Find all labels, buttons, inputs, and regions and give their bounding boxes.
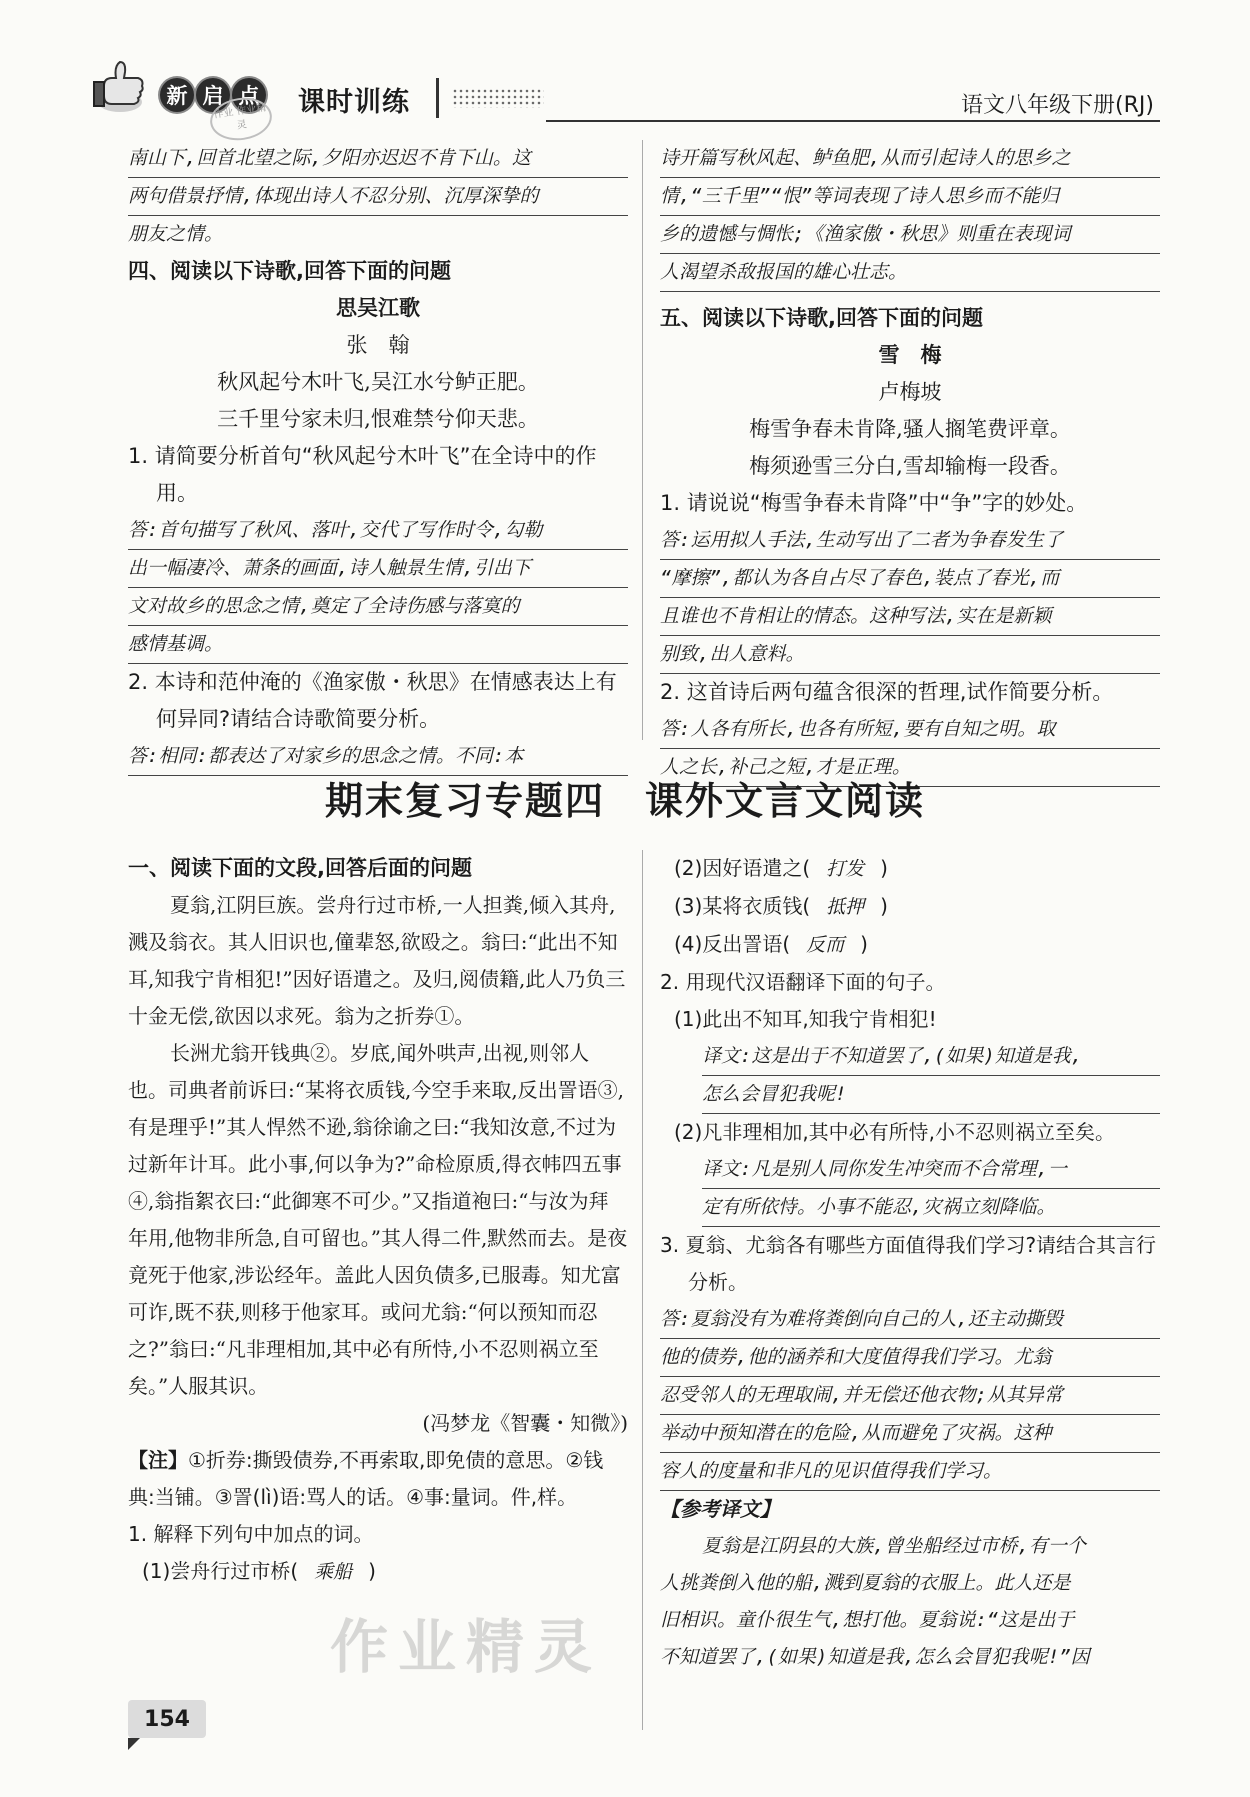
header-rule <box>546 120 1160 122</box>
reference-label: 【参考译文】 <box>660 1497 780 1521</box>
column-divider <box>642 850 643 1730</box>
answer-line: 定有所依恃。小事不能忍,灾祸立刻降临。 <box>702 1189 1160 1227</box>
answer-line: 答:运用拟人手法,生动写出了二者为争春发生了 <box>660 522 1160 560</box>
header-divider <box>436 78 439 118</box>
answer-line: 答:人各有所长,也各有所短,要有自知之明。取 <box>660 711 1160 749</box>
sub-question-text: (1)尝舟行过市桥( <box>142 1559 299 1583</box>
answer-line: 诗开篇写秋风起、鲈鱼肥,从而引起诗人的思乡之 <box>660 140 1160 178</box>
answer-line: 出一幅凄冷、萧条的画面,诗人触景生情,引出下 <box>128 550 628 588</box>
sub-question <box>660 926 1160 964</box>
poem-line: 秋风起兮木叶飞,吴江水兮鲈正肥。 <box>217 370 539 394</box>
answer-line: 举动中预知潜在的危险,从而避免了灾祸。这种 <box>660 1415 1160 1453</box>
answer-line: 朋友之情。 <box>128 223 224 245</box>
answer-line: 答:首句描写了秋风、落叶,交代了写作时令,勾勒 <box>128 512 628 550</box>
sub-question-text: (3)某将衣质钱( <box>674 894 811 918</box>
answer-line: 人渴望杀敌报国的雄心壮志。 <box>660 254 1160 292</box>
column-divider <box>642 140 643 740</box>
section-title: 四、阅读以下诗歌,回答下面的问题 <box>128 259 451 283</box>
right-top-column <box>660 140 1160 787</box>
sub-answer: 抵押 <box>826 896 865 918</box>
poem-line: 梅须逊雪三分白,雪却输梅一段香。 <box>749 454 1071 478</box>
answer-line: 人之长,补己之短,才是正理。 <box>660 749 1160 787</box>
sub-question-text: (4)反出詈语( <box>674 932 791 956</box>
answer-line: 容人的度量和非凡的见识值得我们学习。 <box>660 1453 1160 1491</box>
sub-answer: 乘船 <box>314 1561 353 1583</box>
sub-question: (2)凡非理相加,其中必有所恃,小不忍则祸立至矣。 <box>674 1120 1116 1144</box>
answer-line: 乡的遗憾与惆怅;《渔家傲・秋思》则重在表现词 <box>660 216 1160 254</box>
question: 2. 本诗和范仲淹的《渔家傲・秋思》在情感表达上有何异同?请结合诗歌简要分析。 <box>128 670 617 731</box>
poem-title: 思吴江歌 <box>336 296 420 320</box>
reference-line: 不知道罢了,(如果)知道是我,怎么会冒犯我呢!”因 <box>660 1646 1090 1668</box>
dot-pattern <box>452 88 544 108</box>
page-number: 154 <box>128 1700 206 1738</box>
poem-author: 张 翰 <box>346 333 410 357</box>
answer-line: 别致,出人意料。 <box>660 636 1160 674</box>
page-header <box>90 48 1160 132</box>
question: 1. 请说说“梅雪争春未肯降”中“争”字的妙处。 <box>660 491 1088 515</box>
chapter-title: 期末复习专题四 课外文言文阅读 <box>324 779 925 823</box>
sub-question <box>128 1553 628 1591</box>
answer-line: 忍受邻人的无理取闹,并无偿还他衣物;从其异常 <box>660 1377 1160 1415</box>
thumbs-up-icon <box>90 56 152 116</box>
footnotes <box>128 1442 628 1516</box>
answer-line: 答:夏翁没有为难将粪倒向自己的人,还主动撕毁 <box>660 1301 1160 1339</box>
sub-question: (1)此出不知耳,知我宁肯相犯! <box>674 1007 937 1031</box>
reference-line: 夏翁是江阴县的大族,曾坐船经过市桥,有一个 <box>702 1535 1086 1557</box>
section-title: 五、阅读以下诗歌,回答下面的问题 <box>660 306 983 330</box>
passage-paragraph: 夏翁,江阴巨族。尝舟行过市桥,一人担粪,倾入其舟,溅及翁衣。其人旧识也,僮辈怒,欲殴之。翁曰:“此出不知耳,知我宁肯相犯!”因好语遣之。及归,阅债籍,此人乃负三十金无偿,欲因以求死。翁为之折券①。 <box>128 893 626 1028</box>
watermark: 作业精灵 <box>330 1613 603 1681</box>
reference-line: 人挑粪倒入他的船,溅到夏翁的衣服上。此人还是 <box>660 1572 1071 1594</box>
poem-line: 三千里兮家未归,恨难禁兮仰天悲。 <box>217 407 539 431</box>
sub-answer: 打发 <box>826 858 865 880</box>
answer-line: 文对故乡的思念之情,奠定了全诗伤感与落寞的 <box>128 588 628 626</box>
book-title: 语文八年级下册(RJ) <box>961 93 1154 118</box>
sub-question <box>660 850 1160 888</box>
question: 2. 这首诗后两句蕴含很深的哲理,试作简要分析。 <box>660 680 1114 704</box>
poem-title: 雪 梅 <box>878 343 942 367</box>
left-top-column <box>128 140 628 776</box>
answer-line: “摩擦”,都认为各自占尽了春色,装点了春光,而 <box>660 560 1160 598</box>
paren-close: ) <box>860 932 868 956</box>
brand-char: 启 <box>196 78 230 112</box>
page-corner-mark <box>128 1738 140 1750</box>
watermark-stamp: 作业 作业精灵 <box>207 94 274 144</box>
sub-question <box>660 888 1160 926</box>
sub-question-text: (2)因好语遣之( <box>674 856 811 880</box>
answer-line: 两句借景抒情,体现出诗人不忍分别、沉厚深挚的 <box>128 178 628 216</box>
poem-author: 卢梅坡 <box>878 380 942 404</box>
question: 2. 用现代汉语翻译下面的句子。 <box>660 970 946 994</box>
sub-answer: 反而 <box>806 934 845 956</box>
answer-line: 译文:这是出于不知道罢了,(如果)知道是我, <box>702 1038 1160 1076</box>
note-label: 【注】 <box>128 1448 188 1472</box>
course-title: 课时训练 <box>298 87 410 118</box>
answer-line: 答:相同:都表达了对家乡的思念之情。不同:本 <box>128 738 628 776</box>
answer-line: 感情基调。 <box>128 626 628 664</box>
passage-source: (冯梦龙《智囊・知微》) <box>422 1411 628 1435</box>
passage-paragraph: 长洲尤翁开钱典②。岁底,闻外哄声,出视,则邻人也。司典者前诉曰:“某将衣质钱,今空手来取,反出詈语③,有是理乎!”其人悍然不逊,翁徐谕之曰:“我知汝意,不过为过新年计耳。此小事,何以争为?”命检原质,得衣帏四五事④,翁指絮衣曰:“此御寒不可少。”又指道袍曰:“与汝为拜年用,他物非所急,自可留也。”其人得二件,默然而去。是夜竟死于他家,涉讼经年。盖此人因负债多,已服毒。知尤富可诈,既不获,则移于他家耳。或问尤翁:“何以预知而忍之?”翁曰:“凡非理相加,其中必有所恃,小不忍则祸立至矣。”人服其识。 <box>128 1041 628 1398</box>
answer-line: 他的债券,他的涵养和大度值得我们学习。尤翁 <box>660 1339 1160 1377</box>
answer-line: 情,“三千里”“恨”等词表现了诗人思乡而不能归 <box>660 178 1160 216</box>
paren-close: ) <box>880 856 888 880</box>
translation-answer <box>660 1038 1160 1114</box>
question: 3. 夏翁、尤翁各有哪些方面值得我们学习?请结合其言行分析。 <box>660 1233 1157 1294</box>
left-bottom-column <box>128 850 628 1591</box>
poem-line: 梅雪争春未肯降,骚人搁笔费评章。 <box>749 417 1071 441</box>
answer-line: 怎么会冒犯我呢! <box>702 1076 1160 1114</box>
question: 1. 请简要分析首句“秋风起兮木叶飞”在全诗中的作用。 <box>128 444 597 505</box>
note-text: ①折券:撕毁债券,不再索取,即免债的意思。②钱典:当铺。③詈(lì)语:骂人的话。④事:量词。件,样。 <box>128 1448 604 1509</box>
question: 1. 解释下列句中加点的词。 <box>128 1522 374 1546</box>
answer-line: 且谁也不肯相让的情态。这种写法,实在是新颖 <box>660 598 1160 636</box>
section-title: 一、阅读下面的文段,回答后面的问题 <box>128 856 472 880</box>
paren-close: ) <box>880 894 888 918</box>
translation-answer <box>660 1151 1160 1227</box>
brand-char: 新 <box>160 78 194 112</box>
answer-line: 译文:凡是别人同你发生冲突而不合常理,一 <box>702 1151 1160 1189</box>
paren-close: ) <box>368 1559 376 1583</box>
reference-line: 旧相识。童仆很生气,想打他。夏翁说:“这是出于 <box>660 1609 1075 1631</box>
answer-line: 南山下,回首北望之际,夕阳亦迟迟不肯下山。这 <box>128 140 628 178</box>
brand-char: 点 <box>232 78 266 112</box>
right-bottom-column <box>660 850 1160 1676</box>
